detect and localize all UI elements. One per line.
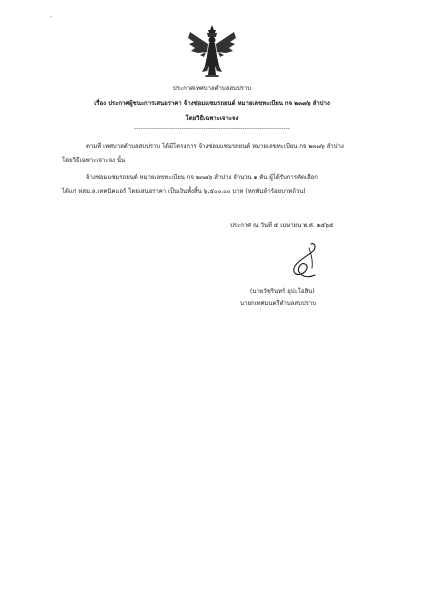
paragraph-1-line-1: ตามที่ เทศบาลตำบลสบปราบ ได้มีโครงการ จ้างซ่อมแซมรถยนต์ หมายเลขทะเบียน กจ ๒๓๗๖ ลำปาง [86, 143, 344, 150]
separator-line: ------------------------------------------------------------------------ [134, 126, 290, 132]
garuda-emblem-icon [186, 22, 238, 78]
announcement-title: ประกาศเทศบาลตำบลสบปราบ [172, 85, 252, 92]
procurement-method: โดยวิธีเฉพาะเจาะจง [185, 115, 239, 122]
announcement-date: ประกาศ ณ วันที่ ๕ เมษายน พ.ศ. ๒๕๖๕ [230, 222, 334, 229]
paragraph-2-line-2: ได้แก่ หสม.ล.เทคนิคแอร์ โดยเสนอราคา เป็นเงินทั้งสิ้น ๖,๕๐๐.๐๐ บาท (หกพันห้าร้อยบาทถ้วน) [62, 188, 306, 195]
corner-mark: , [50, 12, 52, 19]
signer-name: (นายวัชรินทร์ อุปะโอสิน) [250, 288, 315, 295]
handwritten-signature [285, 240, 325, 282]
paragraph-1-line-2: โดยวิธีเฉพาะเจาะจง นั้น [62, 157, 126, 164]
announcement-subject: เรื่อง ประกาศผู้ชนะการเสนอราคา จ้างซ่อมแซมรถยนต์ หมายเลขทะเบียน กจ ๒๓๗๖ ลำปาง [94, 100, 330, 107]
signer-position: นายกเทศมนตรีตำบลสบปราบ [240, 300, 317, 307]
paragraph-2-line-1: จ้างซ่อมแซมรถยนต์ หมายเลขทะเบียน กจ ๒๓๗๖ ลำปาง จำนวน ๑ คัน ผู้ได้รับการคัดเลือก [86, 174, 318, 181]
